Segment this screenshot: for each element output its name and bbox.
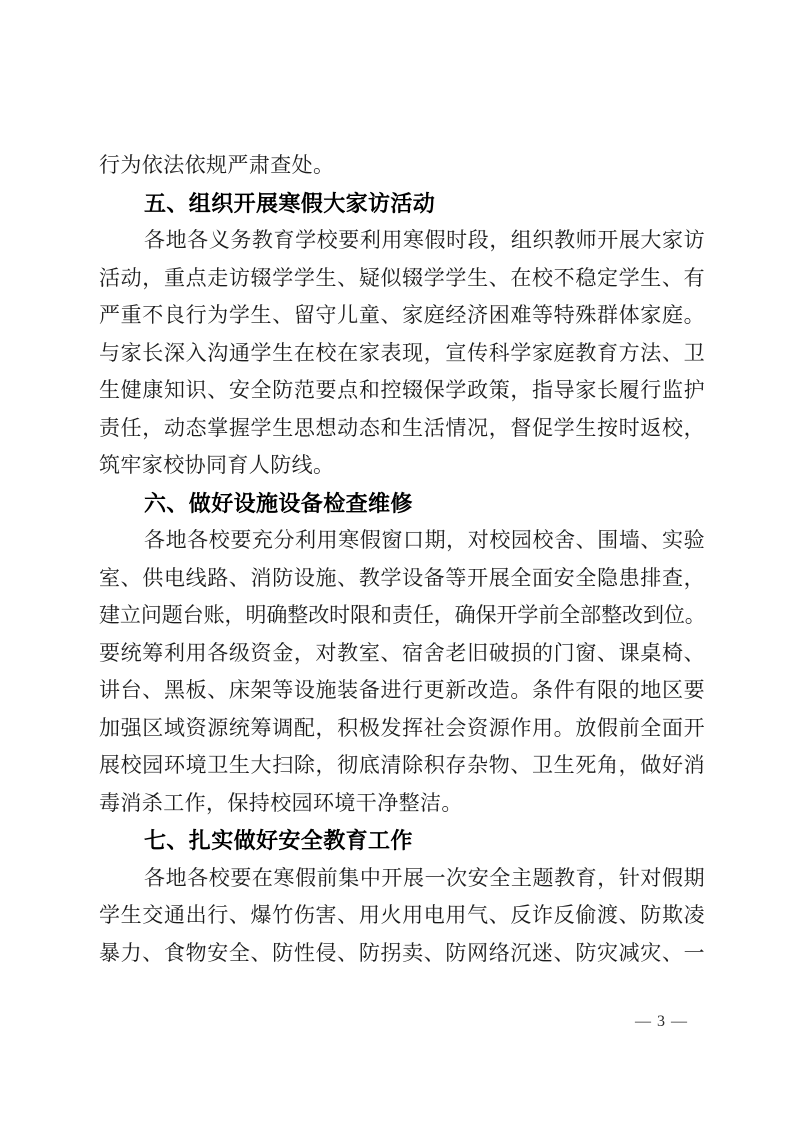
body-text-line: 加强区域资源统筹调配，积极发挥社会资源作用。放假前全面开 bbox=[99, 715, 705, 740]
body-text-line: 责任，动态掌握学生思想动态和生活情况，督促学生按时返校， bbox=[99, 415, 705, 440]
body-text-line: 讲台、黑板、床架等设施装备进行更新改造。条件有限的地区要 bbox=[99, 678, 705, 702]
section-heading: 五、组织开展寒假大家访活动 bbox=[144, 190, 436, 216]
body-text-line: 活动，重点走访辍学学生、疑似辍学学生、在校不稳定学生、有 bbox=[99, 265, 705, 290]
body-text-line: 各地各校要在寒假前集中开展一次安全主题教育，针对假期 bbox=[144, 865, 705, 890]
body-text-line: 行为依法依规严肃查处。 bbox=[99, 153, 335, 177]
body-text-line: 室、供电线路、消防设施、教学设备等开展全面安全隐患排查， bbox=[99, 565, 705, 590]
body-text-line: 各地各义务教育学校要利用寒假时段，组织教师开展大家访 bbox=[144, 228, 705, 252]
body-text-line: 展校园环境卫生大扫除，彻底清除积存杂物、卫生死角，做好消 bbox=[99, 753, 705, 777]
body-text-line: 学生交通出行、爆竹伤害、用火用电用气、反诈反偷渡、防欺凌 bbox=[99, 903, 705, 927]
body-text-line: 暴力、食物安全、防性侵、防拐卖、防网络沉迷、防灾减灾、一 bbox=[99, 940, 705, 965]
section-heading: 七、扎实做好安全教育工作 bbox=[144, 828, 413, 853]
body-text-line: 严重不良行为学生、留守儿童、家庭经济困难等特殊群体家庭。 bbox=[99, 303, 705, 327]
section-heading: 六、做好设施设备检查维修 bbox=[144, 490, 413, 516]
body-text-line: 生健康知识、安全防范要点和控辍保学政策，指导家长履行监护 bbox=[99, 378, 705, 402]
body-text-line: 建立问题台账，明确整改时限和责任，确保开学前全部整改到位。 bbox=[99, 603, 705, 627]
body-text-line: 筑牢家校协同育人防线。 bbox=[99, 453, 335, 477]
body-text-line: 毒消杀工作，保持校园环境干净整洁。 bbox=[99, 790, 463, 815]
page-number: — 3 — bbox=[635, 1013, 688, 1030]
body-text-line: 各地各校要充分利用寒假窗口期，对校园校舍、围墙、实验 bbox=[144, 528, 705, 552]
body-text-line: 与家长深入沟通学生在校在家表现，宣传科学家庭教育方法、卫 bbox=[99, 340, 705, 365]
document-body bbox=[99, 147, 705, 972]
body-text-line: 要统筹利用各级资金，对教室、宿舍老旧破损的门窗、课桌椅、 bbox=[99, 640, 705, 665]
